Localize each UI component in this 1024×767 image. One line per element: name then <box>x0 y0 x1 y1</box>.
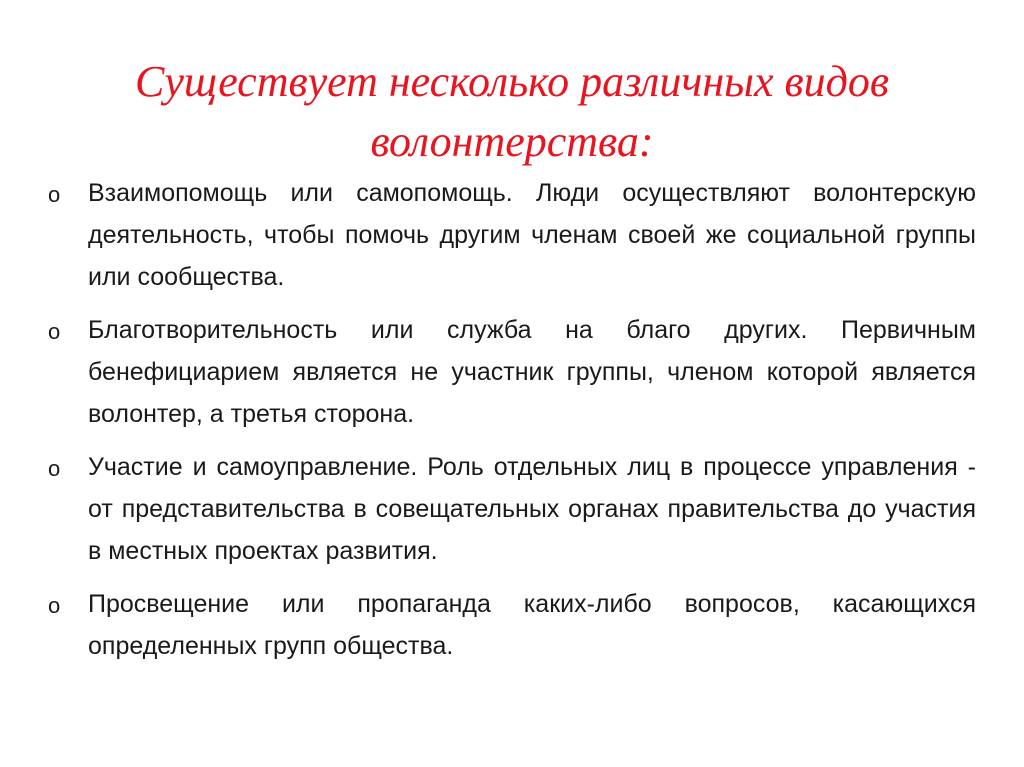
bullet-circle-icon: o <box>48 319 61 344</box>
bullet-text: Просвещение или пропаганда каких-либо вопросов, касающихся определенных групп общества. <box>88 590 976 660</box>
slide-title: Существует несколько различных видов волонтерства: <box>135 57 889 166</box>
bullet-circle-icon: o <box>48 593 61 618</box>
bullet-item-2 <box>48 309 976 435</box>
bullet-item-3 <box>48 446 976 572</box>
bullet-text: Участие и самоуправление. Роль отдельных лиц в процессе управления - от представительства в совещательных органах правительства до участия в местных проектах развития. <box>88 453 976 565</box>
bullet-text: Взаимопомощь или самопомощь. Люди осуществляют волонтерскую деятельность, чтобы помочь другим членам своей же социальной группы или сообщества. <box>88 179 976 291</box>
bullet-item-4 <box>48 583 976 667</box>
bullet-item-1 <box>48 172 976 298</box>
bullet-list <box>48 172 976 678</box>
bullet-circle-icon: o <box>48 182 61 207</box>
bullet-text: Благотворительность или служба на благо других. Первичным бенефициарием является не участник группы, членом которой является волонтер, а третья сторона. <box>88 316 976 428</box>
bullet-circle-icon: o <box>48 456 61 481</box>
